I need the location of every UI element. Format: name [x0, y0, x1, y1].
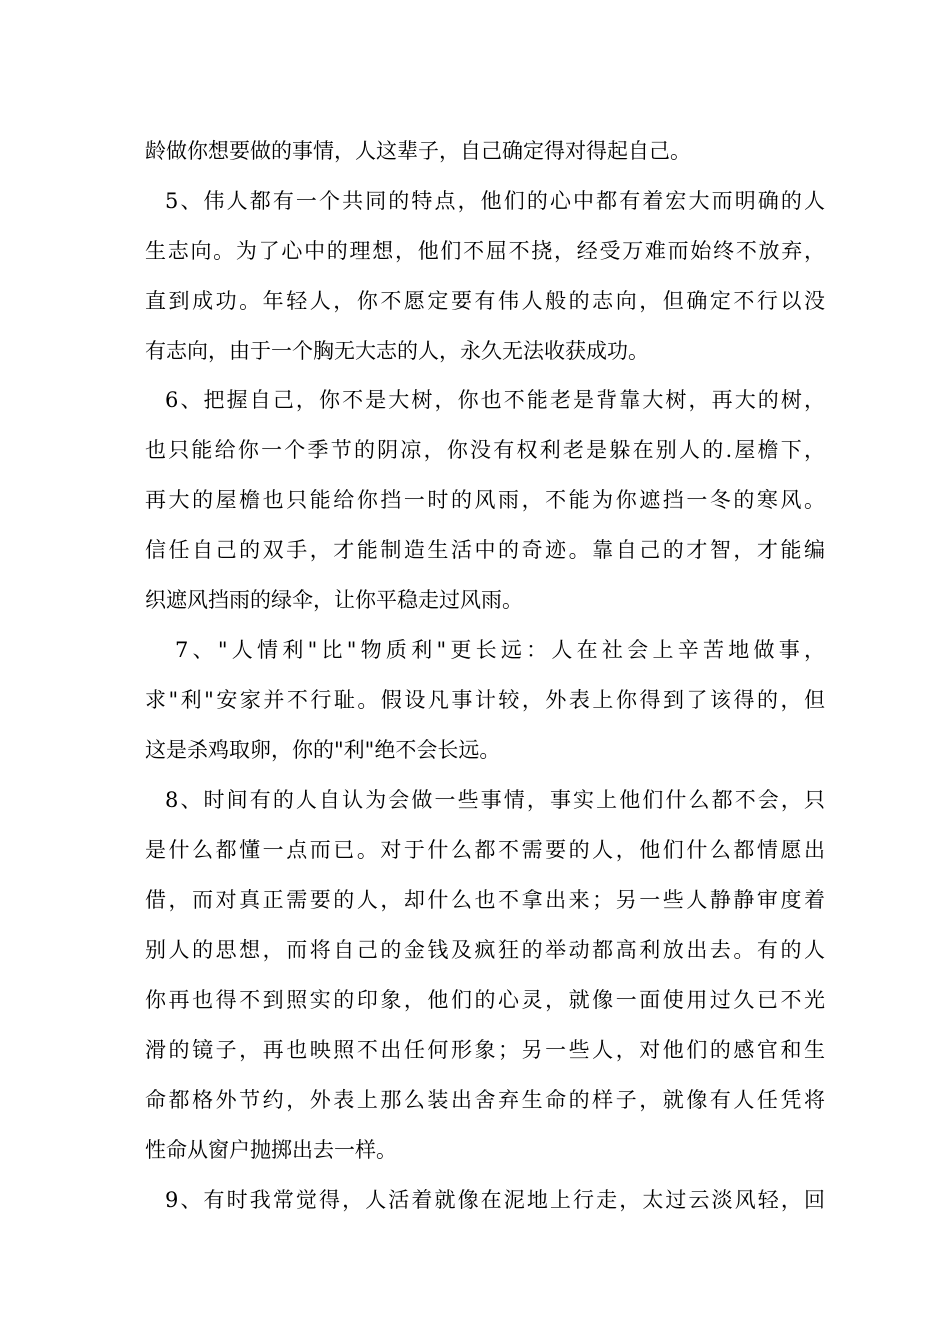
- text-line-8: 再大的屋檐也只能给你挡一时的风雨，不能为你遮挡一冬的寒风。: [145, 488, 825, 512]
- text-line-14: 8、时间有的人自认为会做一些事情，事实上他们什么都不会，只: [165, 788, 825, 812]
- text-line-1: 龄做你想要做的事情，人这辈子，自己确定得对得起自己。: [145, 139, 691, 163]
- text-line-9: 信任自己的双手，才能制造生活中的奇迹。靠自己的才智，才能编: [145, 538, 825, 562]
- text-line-13: 这是杀鸡取卵，你的"利"绝不会长远。: [145, 738, 501, 762]
- text-line-5: 有志向，由于一个胸无大志的人，永久无法收获成功。: [145, 339, 649, 363]
- text-line-6: 6、把握自己，你不是大树，你也不能老是背靠大树，再大的树，: [165, 388, 825, 412]
- text-line-11: 7、"人情利"比"物质利"更长远：人在社会上辛苦地做事，: [175, 638, 825, 662]
- text-line-2: 5、伟人都有一个共同的特点，他们的心中都有着宏大而明确的人: [165, 189, 825, 213]
- text-line-21: 性命从窗户抛掷出去一样。: [145, 1138, 397, 1162]
- text-line-3: 生志向。为了心中的理想，他们不屈不挠，经受万难而始终不放弃，: [145, 239, 825, 263]
- text-line-17: 别人的思想，而将自己的金钱及疯狂的举动都高利放出去。有的人: [145, 938, 825, 962]
- text-line-4: 直到成功。年轻人，你不愿定要有伟人般的志向，但确定不行以没: [145, 289, 825, 313]
- text-line-12: 求"利"安家并不行耻。假设凡事计较，外表上你得到了该得的，但: [145, 688, 825, 712]
- text-line-10: 织遮风挡雨的绿伞，让你平稳走过风雨。: [145, 588, 523, 612]
- text-line-20: 命都格外节约，外表上那么装出舍弃生命的样子，就像有人任凭将: [145, 1088, 825, 1112]
- text-line-18: 你再也得不到照实的印象，他们的心灵，就像一面使用过久已不光: [145, 988, 825, 1012]
- text-line-7: 也只能给你一个季节的阴凉，你没有权利老是躲在别人的.屋檐下，: [145, 438, 825, 462]
- text-line-15: 是什么都懂一点而已。对于什么都不需要的人，他们什么都情愿出: [145, 838, 825, 862]
- text-line-19: 滑的镜子，再也映照不出任何形象；另一些人，对他们的感官和生: [145, 1038, 825, 1062]
- text-line-22: 9、有时我常觉得，人活着就像在泥地上行走，太过云淡风轻，回: [165, 1188, 825, 1212]
- text-line-16: 借，而对真正需要的人，却什么也不拿出来；另一些人静静审度着: [145, 888, 825, 912]
